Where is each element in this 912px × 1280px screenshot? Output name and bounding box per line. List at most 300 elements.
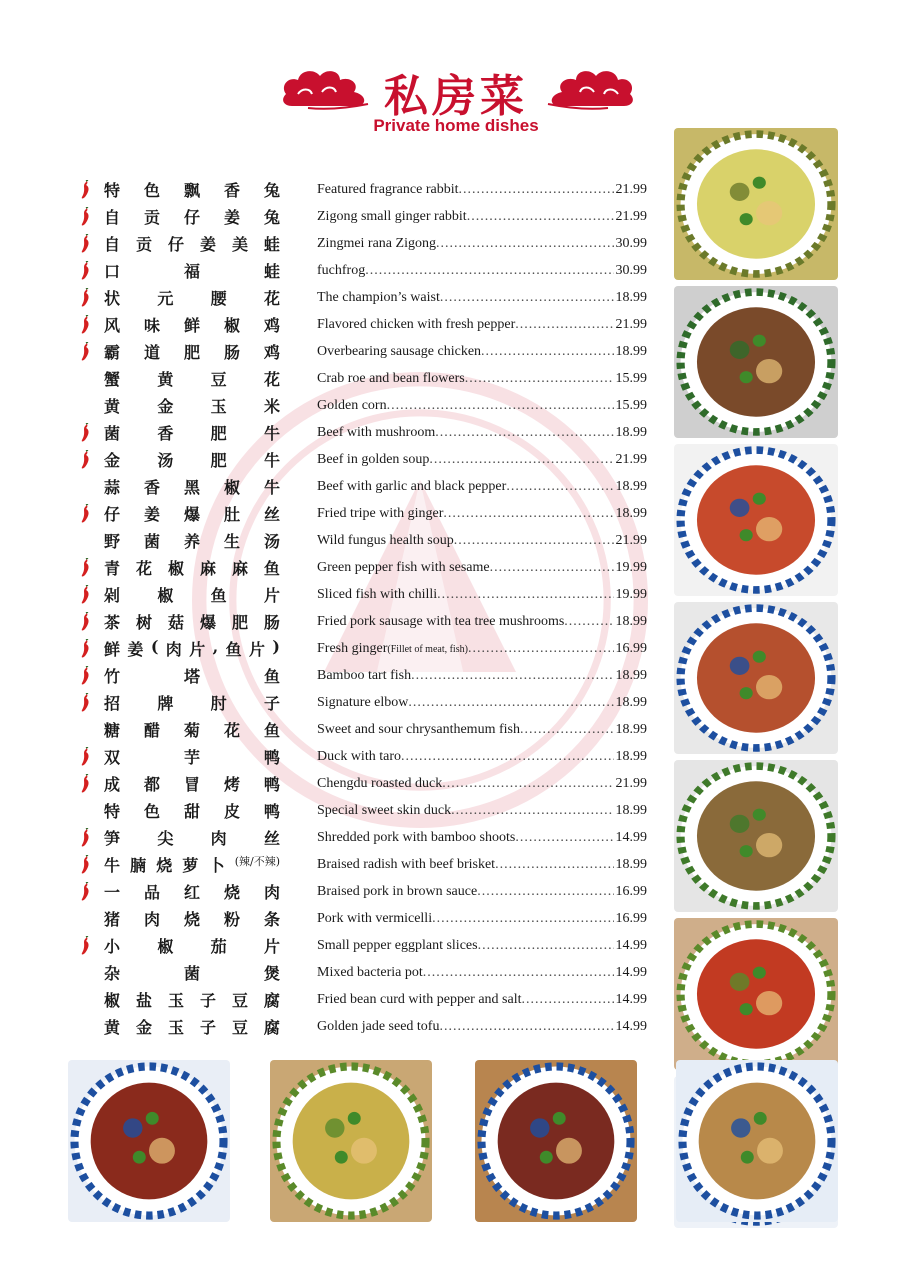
dish-name-cn [104, 205, 280, 228]
dish-name-cn-char: 一 [104, 883, 121, 902]
dish-name-cn-char: 腐 [263, 1018, 280, 1037]
dish-name-en: Beef in golden soup [317, 451, 430, 467]
dish-name-en: fuchfrog [317, 262, 366, 278]
dish-name-cn [104, 178, 280, 201]
dish-name-cn-char: 味 [143, 316, 160, 335]
dish-name-cn-char: 卜 [208, 856, 225, 875]
dish-price: 18.99 [615, 667, 647, 683]
dish-name-cn-char: 椒 [223, 316, 240, 335]
dot-leader [401, 749, 614, 765]
dish-name-cn-char: 姜 [143, 505, 160, 524]
dish-name-cn-char: 仔 [167, 235, 184, 254]
chili-pepper-icon [78, 639, 92, 659]
dish-name-cn-char: 兔 [263, 208, 280, 227]
menu-item [78, 554, 668, 581]
chili-pepper-icon [78, 936, 92, 956]
dish-name-cn-char: 黄 [104, 397, 121, 416]
menu-item [78, 905, 668, 932]
dish-name-cn [104, 340, 280, 363]
dish-name-cn-char: 香 [143, 478, 160, 497]
dish-name-cn-char: 烧 [156, 856, 173, 875]
dish-name-cn [104, 313, 280, 336]
menu-item [78, 257, 668, 284]
chili-pepper-icon [78, 774, 92, 794]
dish-name-cn [104, 610, 280, 633]
menu-item [78, 473, 668, 500]
dish-name-cn-char: 元 [157, 289, 174, 308]
dish-name-cn-char: 姜 [223, 208, 240, 227]
dish-name-cn [104, 421, 280, 444]
dish-name-cn-char: 汤 [157, 451, 174, 470]
chili-pepper-icon [78, 747, 92, 767]
cloud-ornament-right-icon [546, 64, 638, 112]
dish-name-cn [104, 988, 280, 1011]
dot-leader [411, 668, 613, 684]
dish-name-cn-char: 仔 [104, 505, 121, 524]
dot-leader [408, 695, 613, 711]
foil-dish-photo [674, 286, 838, 438]
dot-leader [423, 965, 614, 981]
dish-name-cn [104, 799, 280, 822]
dish-name-cn-char: 花 [263, 289, 280, 308]
dot-leader [365, 263, 613, 279]
dish-name-cn-char: 色 [143, 802, 160, 821]
dish-name-cn-char: 姜 [127, 640, 144, 659]
dish-name-cn-char: 肉 [210, 829, 227, 848]
bamboo-pork-photo [676, 1060, 838, 1222]
dish-name-cn-char: 道 [143, 343, 160, 362]
dish-name-cn-char: 青 [104, 559, 121, 578]
chili-pepper-icon [78, 288, 92, 308]
dish-name-cn-char: 牛 [263, 424, 280, 443]
dish-name-cn-char: 烤 [223, 775, 240, 794]
dish-name-en-line [317, 1019, 647, 1035]
dot-leader [451, 803, 613, 819]
dish-name-en: Fresh ginger [317, 640, 388, 656]
menu-item [78, 527, 668, 554]
dish-name-cn-char: 黑 [183, 478, 200, 497]
dish-price: 21.99 [615, 181, 647, 197]
dish-name-en-line [317, 236, 647, 252]
dish-name-cn-char: 鱼 [263, 721, 280, 740]
dish-name-en-line [317, 857, 647, 873]
dish-name-cn-char: 鸭 [263, 775, 280, 794]
dish-name-cn-char: 兔 [263, 181, 280, 200]
dish-price: 18.99 [615, 721, 647, 737]
dish-name-en: Beef with mushroom [317, 424, 436, 440]
dish-name-cn-char: 黄 [157, 370, 174, 389]
dish-price: 18.99 [615, 343, 647, 359]
dot-leader [437, 587, 613, 603]
dish-name-en: Golden corn [317, 397, 387, 413]
dish-name-cn-char: 鸡 [263, 343, 280, 362]
dish-name-en-line [317, 398, 647, 414]
dish-name-cn-char: 尖 [157, 829, 174, 848]
dish-name-cn [104, 232, 280, 255]
dish-name-en: Mixed bacteria pot [317, 964, 423, 980]
dish-price: 15.99 [615, 370, 647, 386]
dish-price: 21.99 [615, 316, 647, 332]
dish-price: 14.99 [615, 991, 647, 1007]
dish-name-cn [104, 394, 280, 417]
dish-name-cn-char: 自 [104, 235, 121, 254]
page-subtitle: Private home dishes [373, 116, 539, 135]
tripe-dish-photo [674, 444, 838, 596]
dish-name-cn [104, 691, 280, 714]
dish-name-cn [104, 718, 280, 741]
dish-name-cn-char: 子 [263, 694, 280, 713]
dish-name-cn [104, 583, 280, 606]
dish-name-cn-char: ) [272, 637, 280, 656]
dish-name-cn-char: 生 [223, 532, 240, 551]
dish-name-cn-char: 甜 [183, 802, 200, 821]
dot-leader [465, 371, 614, 387]
chili-pepper-icon [78, 180, 92, 200]
dish-name-cn-char: 茶 [104, 613, 121, 632]
dish-name-en-line [317, 371, 647, 387]
dish-name-cn-char: 鸭 [263, 748, 280, 767]
dish-name-cn-char: 牌 [157, 694, 174, 713]
dish-name-cn-char: 条 [263, 910, 280, 929]
duck-taro-photo [674, 760, 838, 912]
dish-name-cn-char: 子 [199, 991, 216, 1010]
dish-name-cn-char: 片 [263, 586, 280, 605]
chilli-fish-photo [674, 918, 838, 1070]
dish-name-cn [104, 286, 280, 309]
dish-name-en: Golden jade seed tofu [317, 1018, 440, 1034]
dish-name-cn-char: 冒 [183, 775, 200, 794]
dish-name-cn [104, 502, 280, 525]
dish-name-cn-char: 牛 [263, 478, 280, 497]
dish-name-cn-char: 肉 [143, 910, 160, 929]
dish-name-cn-char: 片 [189, 640, 206, 659]
dish-price: 30.99 [615, 262, 647, 278]
dish-name-cn-char: 腰 [210, 289, 227, 308]
dish-name-en-line [317, 695, 647, 711]
dish-name-cn-char: 黄 [104, 1018, 121, 1037]
dish-name-cn-char: 麻 [199, 559, 216, 578]
dish-name-cn-char: 萝 [182, 856, 199, 875]
dish-name-en-line [317, 938, 647, 954]
menu-item [78, 284, 668, 311]
dish-name-cn-char: 猪 [104, 910, 121, 929]
dish-name-en: Overbearing sausage chicken [317, 343, 482, 359]
dish-price: 18.99 [615, 748, 647, 764]
dish-name-en-line [317, 182, 647, 198]
dish-name-en-line [317, 668, 647, 684]
dish-name-cn-char: 茄 [210, 937, 227, 956]
dish-price: 30.99 [615, 235, 647, 251]
dot-leader [522, 992, 614, 1008]
dish-name-cn-char: 竹 [104, 667, 121, 686]
menu-item [78, 662, 668, 689]
dish-name-en-line [317, 614, 647, 630]
dish-name-cn-char: 腩 [130, 856, 147, 875]
dish-name-cn-char: 汤 [263, 532, 280, 551]
dot-leader [481, 344, 613, 360]
dish-name-cn-char: 贡 [135, 235, 152, 254]
dish-name-en-note: (Fillet of meat, fish) [387, 643, 468, 655]
golden-soup-photo [270, 1060, 432, 1222]
dot-leader [467, 209, 614, 225]
dot-leader [429, 452, 613, 468]
dish-name-cn-char: 肥 [210, 424, 227, 443]
dish-name-cn-char: 野 [104, 532, 121, 551]
dish-name-cn [104, 1015, 280, 1038]
dish-name-cn-char: 养 [183, 532, 200, 551]
dish-name-cn-char: 肘 [210, 694, 227, 713]
dish-name-en-line [317, 425, 647, 441]
dish-name-cn-char: 自 [104, 208, 121, 227]
menu-item [78, 203, 668, 230]
menu-item [78, 608, 668, 635]
dish-name-cn-char: 肚 [223, 505, 240, 524]
dish-name-cn-char: 蛙 [263, 235, 280, 254]
dish-price: 18.99 [615, 478, 647, 494]
dish-name-cn-char: 状 [104, 289, 121, 308]
dish-name-en-line [317, 263, 647, 279]
dot-leader [443, 506, 613, 522]
dish-price: 18.99 [615, 802, 647, 818]
dish-name-cn-char: 鱼 [263, 559, 280, 578]
dish-price: 21.99 [615, 775, 647, 791]
dish-name-en: Beef with garlic and black pepper [317, 478, 507, 494]
dot-leader [490, 560, 614, 576]
dish-name-cn-char: 椒 [223, 478, 240, 497]
dish-name-en: Fried bean curd with pepper and salt [317, 991, 522, 1007]
dish-name-cn-char: 椒 [104, 991, 121, 1010]
dish-name-cn-char: 肉 [165, 640, 182, 659]
menu-item [78, 365, 668, 392]
dish-name-cn-char: 特 [104, 802, 121, 821]
dish-name-en: The champion’s waist [317, 289, 440, 305]
dish-name-cn-char: 红 [183, 883, 200, 902]
dish-name-cn-char: 煲 [263, 964, 280, 983]
dish-name-cn-char: 豆 [210, 370, 227, 389]
squid-stirfry-photo [475, 1060, 637, 1222]
dish-name-cn-char: 鲜 [183, 316, 200, 335]
dish-name-en-line [317, 479, 647, 495]
dot-leader [458, 182, 613, 198]
dish-name-cn-char: 子 [199, 1018, 216, 1037]
dish-name-en-line [317, 803, 647, 819]
dish-name-cn [104, 475, 280, 498]
dish-name-cn-char: 树 [135, 613, 152, 632]
dish-price: 14.99 [615, 829, 647, 845]
dish-name-cn [104, 907, 280, 930]
dish-name-en-line [317, 776, 647, 792]
dish-name-en: Wild fungus health soup [317, 532, 454, 548]
menu-item [78, 419, 668, 446]
dish-name-en-line [317, 992, 647, 1008]
dish-name-cn-char: 醋 [143, 721, 160, 740]
dish-name-cn-char: 牛 [104, 856, 121, 875]
dish-name-en: Bamboo tart fish [317, 667, 412, 683]
menu-list [78, 176, 668, 1040]
dish-name-cn-char: 牛 [263, 451, 280, 470]
menu-item [78, 743, 668, 770]
dish-name-cn [104, 961, 280, 984]
menu-item [78, 581, 668, 608]
menu-item [78, 851, 668, 878]
dish-name-en: Duck with taro [317, 748, 401, 764]
dish-name-cn-char: 丝 [263, 829, 280, 848]
dish-price: 19.99 [615, 586, 647, 602]
dish-price: 16.99 [615, 883, 647, 899]
dish-name-en-line [317, 884, 647, 900]
dish-name-cn-char: 肥 [183, 343, 200, 362]
dish-name-cn-char: 风 [104, 316, 121, 335]
dish-name-en-line [317, 560, 647, 576]
dish-price: 18.99 [615, 613, 647, 629]
dish-name-en-line [317, 344, 647, 360]
dish-name-cn-char: 鱼 [225, 640, 242, 659]
dish-name-cn [104, 259, 280, 282]
dish-name-cn-char: 皮 [223, 802, 240, 821]
dish-name-en: Green pepper fish with sesame [317, 559, 490, 575]
dish-name-cn-char: 口 [104, 262, 121, 281]
dish-name-cn-char: 椒 [167, 559, 184, 578]
chili-pepper-icon [78, 450, 92, 470]
dish-name-cn-char: 玉 [167, 991, 184, 1010]
dish-name-cn-char: 爆 [183, 505, 200, 524]
dish-name-cn-char: 双 [104, 748, 121, 767]
chili-pepper-icon [78, 315, 92, 335]
dish-name-cn-char: 米 [263, 397, 280, 416]
chili-pepper-icon [78, 504, 92, 524]
dish-name-en: Zingmei rana Zigong [317, 235, 436, 251]
dish-name-cn-char: 肠 [223, 343, 240, 362]
dish-name-en: Chengdu roasted duck [317, 775, 443, 791]
dish-name-en-line [317, 965, 647, 981]
dish-name-cn-char: 特 [104, 181, 121, 200]
dish-name-cn-char: 鸡 [263, 316, 280, 335]
chili-pepper-icon [78, 234, 92, 254]
dot-leader [454, 533, 614, 549]
dot-leader [387, 398, 614, 414]
dot-leader [515, 830, 613, 846]
menu-item [78, 311, 668, 338]
dish-name-cn-char: 菌 [183, 964, 200, 983]
dish-price: 16.99 [615, 640, 647, 656]
dish-name-cn-char: 盐 [135, 991, 152, 1010]
dish-name-cn-char: 成 [104, 775, 121, 794]
dish-name-cn-char: 菇 [167, 613, 184, 632]
menu-item [78, 716, 668, 743]
menu-item [78, 176, 668, 203]
dish-name-cn-char: 金 [135, 1018, 152, 1037]
dish-name-cn-char: 丝 [263, 505, 280, 524]
dish-name-cn-char: 粉 [223, 910, 240, 929]
dish-name-cn-char: 飘 [183, 181, 200, 200]
dish-name-en: Fried pork sausage with tea tree mushrooms [317, 613, 565, 629]
dish-name-cn-char: 招 [104, 694, 121, 713]
dish-name-en: Pork with vermicelli [317, 910, 433, 926]
dish-name-cn-char: 贡 [143, 208, 160, 227]
dish-name-cn-char: 玉 [167, 1018, 184, 1037]
dish-name-cn-char: 色 [143, 181, 160, 200]
dish-name-cn-char: 片 [263, 937, 280, 956]
dish-name-cn [104, 664, 280, 687]
braised-pork-photo [68, 1060, 230, 1222]
menu-item [78, 986, 668, 1013]
dish-name-cn-char: 烧 [183, 910, 200, 929]
dot-leader [564, 614, 613, 630]
dish-name-en: Zigong small ginger rabbit [317, 208, 467, 224]
chili-pepper-icon [78, 855, 92, 875]
dot-leader [432, 911, 613, 927]
dish-name-cn-char: 肥 [231, 613, 248, 632]
dot-leader [440, 290, 614, 306]
dish-name-cn-char: 爆 [199, 613, 216, 632]
dot-leader [435, 425, 613, 441]
dot-leader [520, 722, 614, 738]
dish-name-cn-char: 烧 [223, 883, 240, 902]
dish-name-cn-char: 姜 [199, 235, 216, 254]
dish-name-cn-char: 鲜 [104, 640, 121, 659]
chili-pepper-icon [78, 342, 92, 362]
dish-name-cn-char: 剁 [104, 586, 121, 605]
dot-leader [468, 641, 614, 657]
dish-name-cn-char: 杂 [104, 964, 121, 983]
dish-name-en-line [317, 722, 647, 738]
dish-price: 21.99 [615, 532, 647, 548]
dish-name-en: Braised radish with beef brisket [317, 856, 496, 872]
dish-name-cn-char: 仔 [183, 208, 200, 227]
dish-price: 21.99 [615, 208, 647, 224]
dish-name-cn-char: 鱼 [263, 667, 280, 686]
dish-price: 18.99 [615, 424, 647, 440]
dish-name-en: Fried tripe with ginger [317, 505, 444, 521]
dish-name-cn-char: 豆 [231, 1018, 248, 1037]
sausage-dish-photo [674, 602, 838, 754]
dish-name-en-line [317, 290, 647, 306]
dish-name-cn-char: 金 [104, 451, 121, 470]
dot-leader [442, 776, 613, 792]
dish-name-cn [104, 556, 280, 579]
dish-name-cn-char: 菌 [143, 532, 160, 551]
dish-price: 18.99 [615, 694, 647, 710]
chili-pepper-icon [78, 585, 92, 605]
dish-name-cn-char: 塔 [183, 667, 200, 686]
dish-name-cn [104, 853, 280, 876]
dish-price: 18.99 [615, 289, 647, 305]
dish-name-cn-char: 麻 [231, 559, 248, 578]
chili-pepper-icon [78, 207, 92, 227]
dish-name-en: Signature elbow [317, 694, 409, 710]
dish-name-cn-char: 菊 [183, 721, 200, 740]
dot-leader [478, 938, 614, 954]
chili-pepper-icon [78, 261, 92, 281]
dish-name-cn-char: 椒 [157, 937, 174, 956]
dish-name-en-line [317, 533, 647, 549]
dish-price: 14.99 [615, 937, 647, 953]
dot-leader [436, 236, 614, 252]
menu-item [78, 959, 668, 986]
dish-name-cn-char: 肠 [263, 613, 280, 632]
dish-name-cn [104, 880, 280, 903]
dish-name-cn-char: 花 [223, 721, 240, 740]
dish-name-en-line [317, 830, 647, 846]
dish-name-cn-char: 椒 [157, 586, 174, 605]
dish-name-cn [104, 745, 280, 768]
menu-item [78, 500, 668, 527]
dish-name-en-line [317, 317, 647, 333]
dish-name-cn [104, 772, 280, 795]
dish-name-cn [104, 826, 280, 849]
dish-name-en-line [317, 506, 647, 522]
chili-pepper-icon [78, 693, 92, 713]
